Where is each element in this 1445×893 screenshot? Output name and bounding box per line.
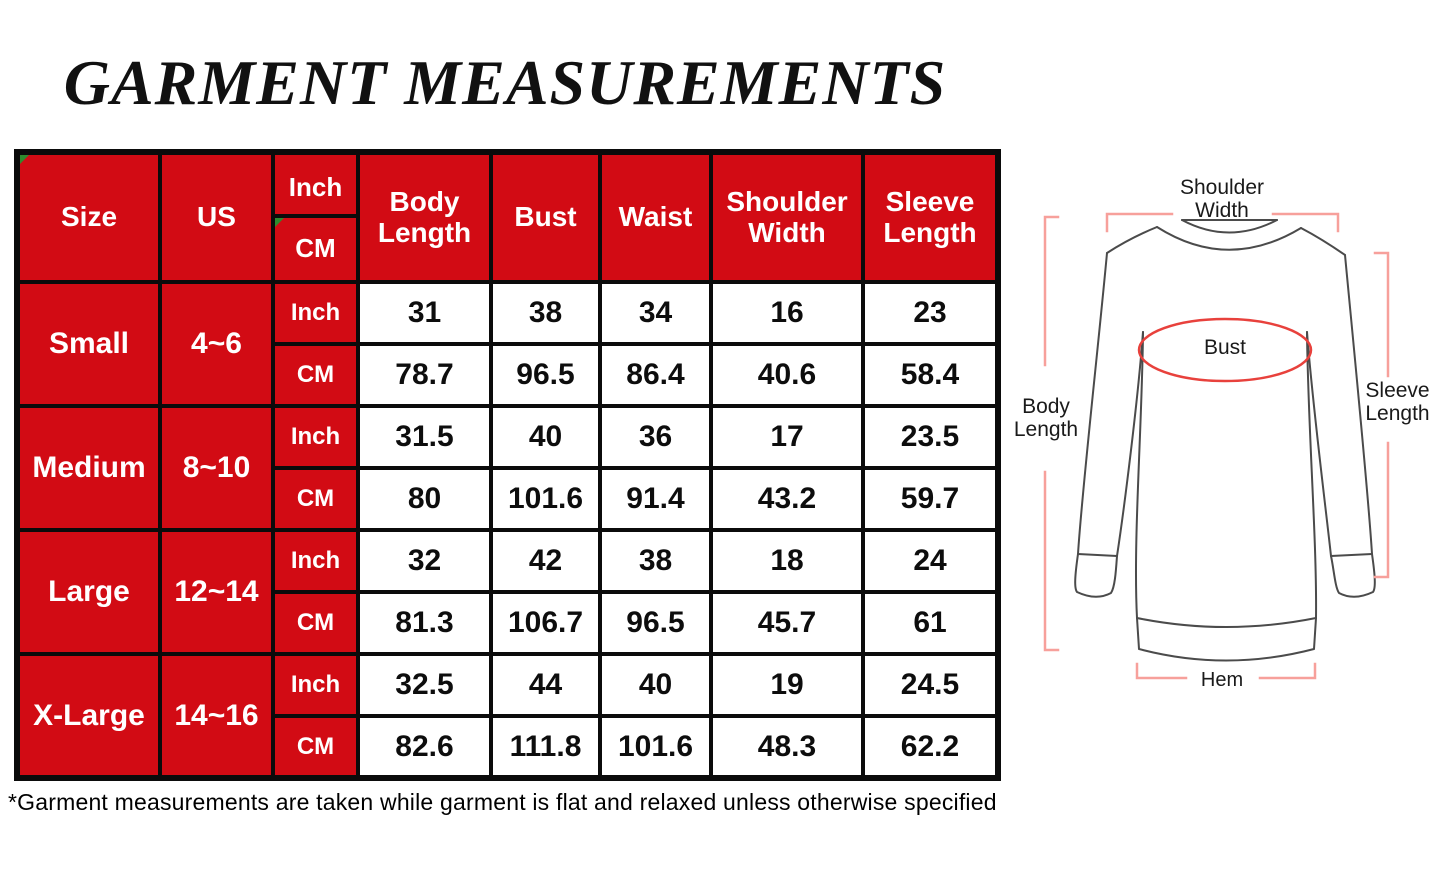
value-cell: 86.4: [600, 344, 711, 406]
body-length-line-bottom: [1045, 472, 1058, 650]
value-cell: 48.3: [711, 716, 863, 778]
sweater-right-cuff-line: [1331, 554, 1372, 556]
value-cell: 18: [711, 530, 863, 592]
page-title: GARMENT MEASUREMENTS: [63, 47, 947, 118]
value-cell: 96.5: [600, 592, 711, 654]
value-cell: 32: [358, 530, 491, 592]
us-range-cell: 12~14: [160, 530, 273, 654]
shoulder-width-label: Shoulder Width: [1179, 176, 1265, 222]
value-cell: 45.7: [711, 592, 863, 654]
header-cm: CM: [275, 218, 356, 279]
body-length-line-top: [1045, 217, 1058, 365]
unit-cell: CM: [273, 468, 358, 530]
value-cell: 23: [863, 282, 998, 344]
size-name-cell: Small: [17, 282, 160, 406]
value-cell: 32.5: [358, 654, 491, 716]
us-range-cell: 14~16: [160, 654, 273, 778]
table-row: [17, 530, 998, 592]
sweater-hem-band-outline: [1137, 618, 1316, 661]
sleeve-length-label: Sleeve Length: [1365, 379, 1430, 425]
value-cell: 38: [600, 530, 711, 592]
unit-cell: CM: [273, 592, 358, 654]
header-row: [17, 152, 998, 282]
value-cell: 23.5: [863, 406, 998, 468]
unit-cell: Inch: [273, 282, 358, 344]
us-range-cell: 8~10: [160, 406, 273, 530]
us-range-cell: 4~6: [160, 282, 273, 406]
footnote: *Garment measurements are taken while garment is flat and relaxed unless otherwise specified: [8, 789, 997, 815]
value-cell: 36: [600, 406, 711, 468]
header-shoulder-width: Shoulder Width: [711, 152, 863, 282]
table-row: [17, 406, 998, 468]
sleeve-length-line-bottom: [1375, 443, 1388, 577]
value-cell: 43.2: [711, 468, 863, 530]
value-cell: 42: [491, 530, 600, 592]
value-cell: 78.7: [358, 344, 491, 406]
hem-bracket-right: [1260, 664, 1315, 678]
bust-label: Bust: [1203, 336, 1247, 359]
table-row: [17, 282, 998, 344]
value-cell: 62.2: [863, 716, 998, 778]
sweater-left-cuff-line: [1078, 554, 1117, 556]
hem-label: Hem: [1200, 669, 1244, 691]
value-cell: 44: [491, 654, 600, 716]
value-cell: 96.5: [491, 344, 600, 406]
header-bust: Bust: [491, 152, 600, 282]
value-cell: 16: [711, 282, 863, 344]
value-cell: 80: [358, 468, 491, 530]
header-body-length: Body Length: [358, 152, 491, 282]
body-length-label: Body Length: [1013, 395, 1079, 441]
shoulder-width-bracket-left: [1107, 214, 1172, 231]
sweater-left-cuff: [1075, 554, 1117, 597]
header-size: Size: [17, 152, 160, 282]
size-name-cell: Large: [17, 530, 160, 654]
value-cell: 17: [711, 406, 863, 468]
sweater-left-shoulder: [1107, 227, 1157, 253]
sweater-collar-band-curve: [1157, 227, 1301, 250]
unit-cell: CM: [273, 716, 358, 778]
garment-diagram: [1000, 150, 1445, 750]
unit-cell: CM: [273, 344, 358, 406]
value-cell: 82.6: [358, 716, 491, 778]
value-cell: 40.6: [711, 344, 863, 406]
value-cell: 81.3: [358, 592, 491, 654]
value-cell: 101.6: [600, 716, 711, 778]
shoulder-width-bracket-right: [1273, 214, 1338, 231]
sweater-right-cuff: [1331, 554, 1375, 597]
value-cell: 111.8: [491, 716, 600, 778]
unit-cell: Inch: [273, 530, 358, 592]
value-cell: 91.4: [600, 468, 711, 530]
header-unit-split: [273, 152, 358, 282]
value-cell: 40: [600, 654, 711, 716]
value-cell: 31: [358, 282, 491, 344]
size-name-cell: Medium: [17, 406, 160, 530]
size-name-cell: X-Large: [17, 654, 160, 778]
size-chart-table: [14, 149, 1001, 781]
value-cell: 106.7: [491, 592, 600, 654]
value-cell: 24: [863, 530, 998, 592]
header-inch: Inch: [275, 157, 356, 218]
value-cell: 19: [711, 654, 863, 716]
header-sleeve-length: Sleeve Length: [863, 152, 998, 282]
sweater-hem-band-top: [1137, 618, 1316, 627]
value-cell: 34: [600, 282, 711, 344]
table-row: [17, 654, 998, 716]
unit-cell: Inch: [273, 406, 358, 468]
garment-diagram-svg: [1000, 150, 1445, 750]
value-cell: 58.4: [863, 344, 998, 406]
value-cell: 24.5: [863, 654, 998, 716]
value-cell: 40: [491, 406, 600, 468]
header-us: US: [160, 152, 273, 282]
value-cell: 61: [863, 592, 998, 654]
value-cell: 59.7: [863, 468, 998, 530]
header-waist: Waist: [600, 152, 711, 282]
value-cell: 101.6: [491, 468, 600, 530]
sleeve-length-line-top: [1375, 253, 1388, 376]
value-cell: 31.5: [358, 406, 491, 468]
hem-bracket-left: [1137, 664, 1186, 678]
unit-cell: Inch: [273, 654, 358, 716]
value-cell: 38: [491, 282, 600, 344]
